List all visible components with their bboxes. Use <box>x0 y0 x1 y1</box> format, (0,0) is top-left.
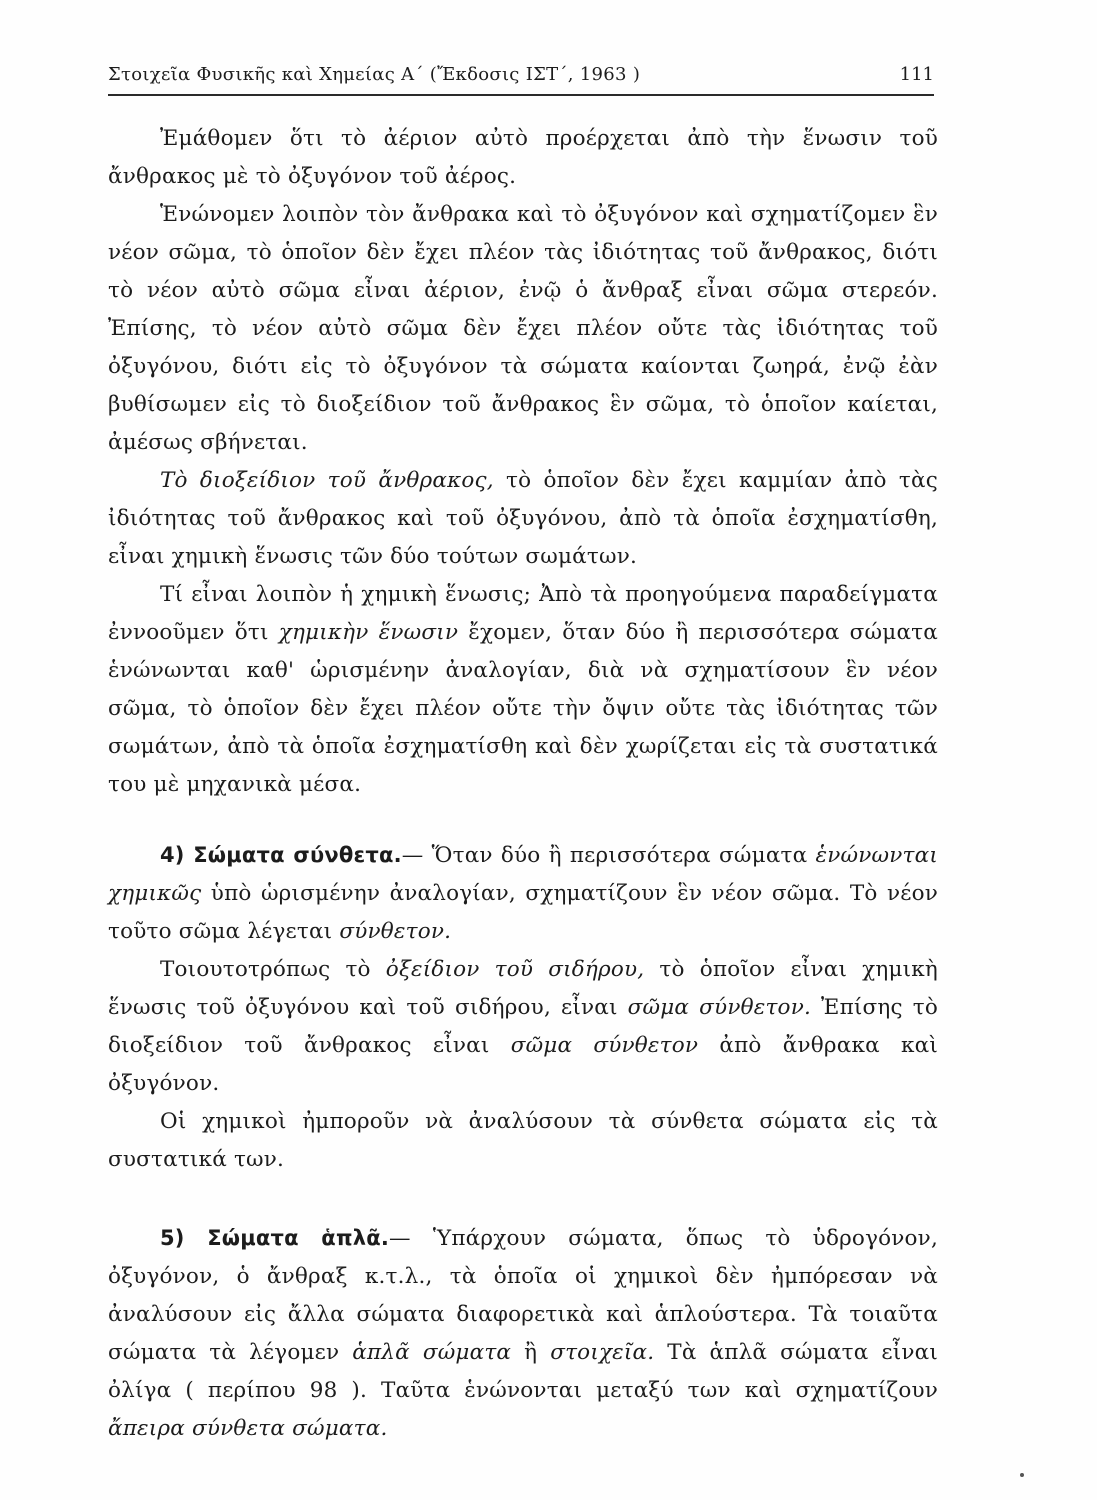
italic-term: σῶμα σύνθετον <box>510 1033 699 1058</box>
italic-term: σύνθετον. <box>339 919 452 944</box>
paragraph: Ἐμάθομεν ὅτι τὸ ἀέριον αὐτὸ προέρχεται ἀπὸ τὴν ἕνωσιν τοῦ ἄνθρακος μὲ τὸ ὀξυγόνον τοῦ ἀέρος. <box>108 126 938 189</box>
italic-term: στοιχεῖα. <box>550 1340 655 1365</box>
section-5-title: 5) Σώματα ἁπλᾶ. <box>160 1226 390 1250</box>
paragraph-text: Ἐπίσης τὸ διοξείδιον τοῦ ἄνθρακος εἶναι <box>108 995 939 1058</box>
section-4-title: 4) Σώματα σύνθετα. <box>160 843 402 867</box>
paragraph <box>108 462 938 576</box>
paragraph-text: ὑπὸ ὡρισμένην ἀναλογίαν, σχηματίζουν ἓν νέον σῶμα. Τὸ νέον τοῦτο σῶμα λέγεται <box>108 881 938 944</box>
header-title: Στοιχεῖα Φυσικῆς καὶ Χημείας Α΄ (Ἔκδοσις ΙΣΤ΄, 1963 ) <box>108 64 641 85</box>
section-4-paragraph <box>108 836 938 951</box>
ink-speck <box>1020 1473 1024 1477</box>
italic-term: ἁπλᾶ σώματα <box>352 1340 512 1365</box>
italic-term: ὀξείδιον τοῦ σιδήρου, <box>385 957 645 982</box>
paragraph <box>108 951 938 1103</box>
paragraph-text: Τί εἶναι λοιπὸν ἡ χημικὴ ἕνωσις; Ἀπὸ τὰ προηγούμενα παραδείγματα ἐννοοῦμεν ὅτι <box>108 582 938 645</box>
page-number: 111 <box>899 64 934 85</box>
paragraph-text: ἔχομεν, ὅταν δύο ἢ περισσότερα σώματα ἑνώνωνται καθ' ὡρισμένην ἀναλογίαν, διὰ νὰ σχηματίσουν ἓν νέον σῶμα, τὸ ὁποῖον δὲν ἔχει πλέον οὔτε τὴν ὄψιν οὔτε τὰς ἰδιότητας τῶν σωμάτων, ἀπὸ τὰ ὁποῖα ἐσχηματίσθη καὶ δὲν χωρίζεται εἰς τὰ συστατικά του μὲ μηχανικὰ μέσα. <box>108 620 938 797</box>
paragraph-text: Τοιουτοτρόπως τὸ <box>160 957 386 982</box>
paragraph-text: τὸ ὁποῖον δὲν ἔχει καμμίαν ἀπὸ τὰς ἰδιότητας τοῦ ἄνθρακος καὶ τοῦ ὀξυγόνου, ἀπὸ τὰ ὁποῖα ἐσχηματίσθη, εἶναι χημικὴ ἕνωσις τῶν δύο τούτων σωμάτων. <box>108 468 938 569</box>
running-header <box>108 58 934 96</box>
paragraph: Οἱ χημικοὶ ἠμποροῦν νὰ ἀναλύσουν τὰ σύνθετα σώματα εἰς τὰ συστατικά των. <box>108 1109 938 1172</box>
italic-term: ἄπειρα σύνθετα σώματα. <box>108 1416 388 1441</box>
paragraph-text: Τὰ ἁπλᾶ σώματα εἶναι ὀλίγα ( περίπου 98 ). Ταῦτα ἑνώνονται μεταξύ των καὶ σχηματίζουν <box>108 1340 938 1403</box>
paragraph-text: — Ὅταν δύο ἢ περισσότερα σώματα <box>401 843 816 868</box>
paragraph <box>108 576 938 804</box>
paragraph-text: ἀπὸ ἄνθρακα καὶ ὀξυγόνον. <box>108 1033 938 1096</box>
italic-term: Τὸ διοξείδιον τοῦ ἄνθρακος, <box>160 468 494 493</box>
paragraph: Ἑνώνομεν λοιπὸν τὸν ἄνθρακα καὶ τὸ ὀξυγόνον καὶ σχηματίζομεν ἓν νέον σῶμα, τὸ ὁποῖον δὲν ἔχει πλέον τὰς ἰδιότητας τοῦ ἄνθρακος, διότι τὸ νέον αὐτὸ σῶμα εἶναι ἀέριον, ἐνῷ ὁ ἄνθραξ εἶναι σῶμα στερεόν. Ἐπίσης, τὸ νέον αὐτὸ σῶμα δὲν ἔχει πλέον οὔτε τὰς ἰδιότητας τοῦ ὀξυγόνου, διότι εἰς τὸ ὀξυγόνον τὰ σώματα καίονται ζωηρά, ἐνῷ ἐὰν βυθίσωμεν εἰς τὸ διοξείδιον τοῦ ἄνθρακος ἓν σῶμα, τὸ ὁποῖον καίεται, ἀμέσως σβήνεται. <box>108 202 938 455</box>
italic-term: χημικὴν ἕνωσιν <box>278 620 459 645</box>
paragraph-text: τὸ ὁποῖον εἶναι χημικὴ ἕνωσις τοῦ ὀξυγόνου καὶ τοῦ σιδήρου, εἶναι <box>108 957 939 1020</box>
paragraph-text: — Ὑπάρχουν σώματα, ὅπως τὸ ὑδρογόνον, ὀξυγόνον, ὁ ἄνθραξ κ.τ.λ., τὰ ὁποῖα οἱ χημικοὶ δὲν ἠμπόρεσαν νὰ ἀναλύσουν εἰς ἄλλα σώματα διαφορετικὰ καὶ ἁπλούστερα. Τὰ τοιαῦτα σώματα τὰ λέγομεν <box>108 1226 938 1365</box>
italic-term: ἑνώνωνται χημικῶς <box>108 843 938 906</box>
paragraph-text: ἢ <box>511 1340 551 1365</box>
section-5-paragraph <box>108 1219 938 1448</box>
page-body <box>108 120 938 1448</box>
italic-term: σῶμα σύνθετον. <box>627 995 812 1020</box>
